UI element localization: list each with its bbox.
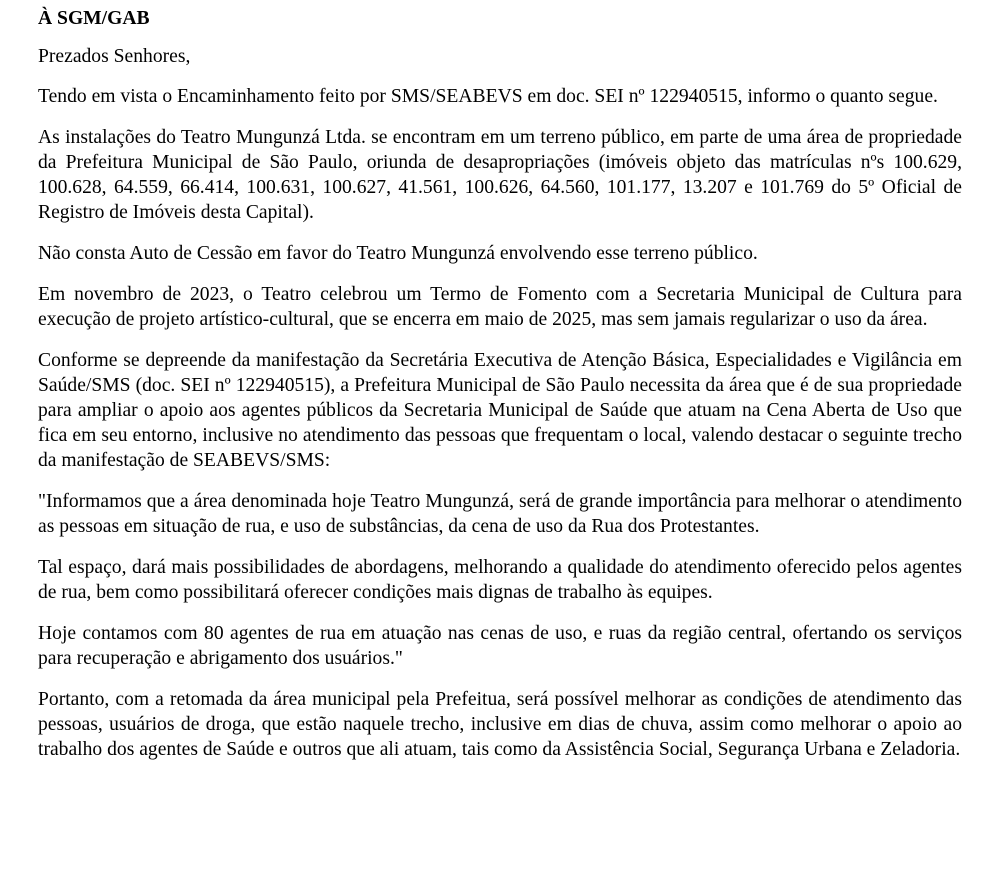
paragraph-quote-1: "Informamos que a área denominada hoje Teatro Mungunzá, será de grande importância para melhorar o atendimento as pessoas em situação de rua, e uso de substâncias, da cena de uso da Rua dos Protestantes. — [38, 491, 962, 537]
paragraph-manifestation: Conforme se depreende da manifestação da Secretária Executiva de Atenção Básica, Especialidades e Vigilância em Saúde/SMS (doc. SEI nº 122940515), a Prefeitura Municipal de São Paulo necessita da área que é de sua propriedade para ampliar o apoio aos agentes públicos da Secretaria Municipal de Saúde que atuam na Cena Aberta de Uso que fica em seu entorno, inclusive no atendimento das pessoas que frequentam o local, valendo destacar o seguinte trecho da manifestação de SEABEVS/SMS: — [38, 350, 962, 471]
paragraph-intro: Tendo em vista o Encaminhamento feito por SMS/SEABEVS em doc. SEI nº 122940515, informo o quanto segue. — [38, 86, 938, 107]
paragraph-fomento: Em novembro de 2023, o Teatro celebrou um Termo de Fomento com a Secretaria Municipal de Cultura para execução de projeto artístico-cultural, que se encerra em maio de 2025, mas sem jamais regularizar o uso da área. — [38, 284, 962, 330]
greeting: Prezados Senhores, — [38, 46, 191, 67]
paragraph-quote-3: Hoje contamos com 80 agentes de rua em atuação nas cenas de uso, e ruas da região central, ofertando os serviços para recuperação e abrigamento dos usuários." — [38, 623, 962, 669]
paragraph-no-cession: Não consta Auto de Cessão em favor do Teatro Mungunzá envolvendo esse terreno público. — [38, 243, 758, 264]
paragraph-property: As instalações do Teatro Mungunzá Ltda. se encontram em um terreno público, em parte de uma área de propriedade da Prefeitura Municipal de São Paulo, oriunda de desapropriações (imóveis objeto das matrículas nºs 100.629, 100.628, 64.559, 66.414, 100.631, 100.627, 41.561, 100.626, 64.560, 101.177, 13.207 e 101.769 do 5º Oficial de Registro de Imóveis desta Capital). — [38, 127, 962, 223]
addressee-heading: À SGM/GAB — [38, 8, 150, 29]
paragraph-quote-2: Tal espaço, dará mais possibilidades de abordagens, melhorando a qualidade do atendimento oferecido pelos agentes de rua, bem como possibilitará oferecer condições mais dignas de trabalho às equipes. — [38, 557, 962, 603]
paragraph-conclusion: Portanto, com a retomada da área municipal pela Prefeitua, será possível melhorar as condições de atendimento das pessoas, usuários de droga, que estão naquele trecho, inclusive em dias de chuva, assim como melhorar o apoio ao trabalho dos agentes de Saúde e outros que ali atuam, tais como da Assistência Social, Segurança Urbana e Zeladoria. — [38, 689, 962, 760]
